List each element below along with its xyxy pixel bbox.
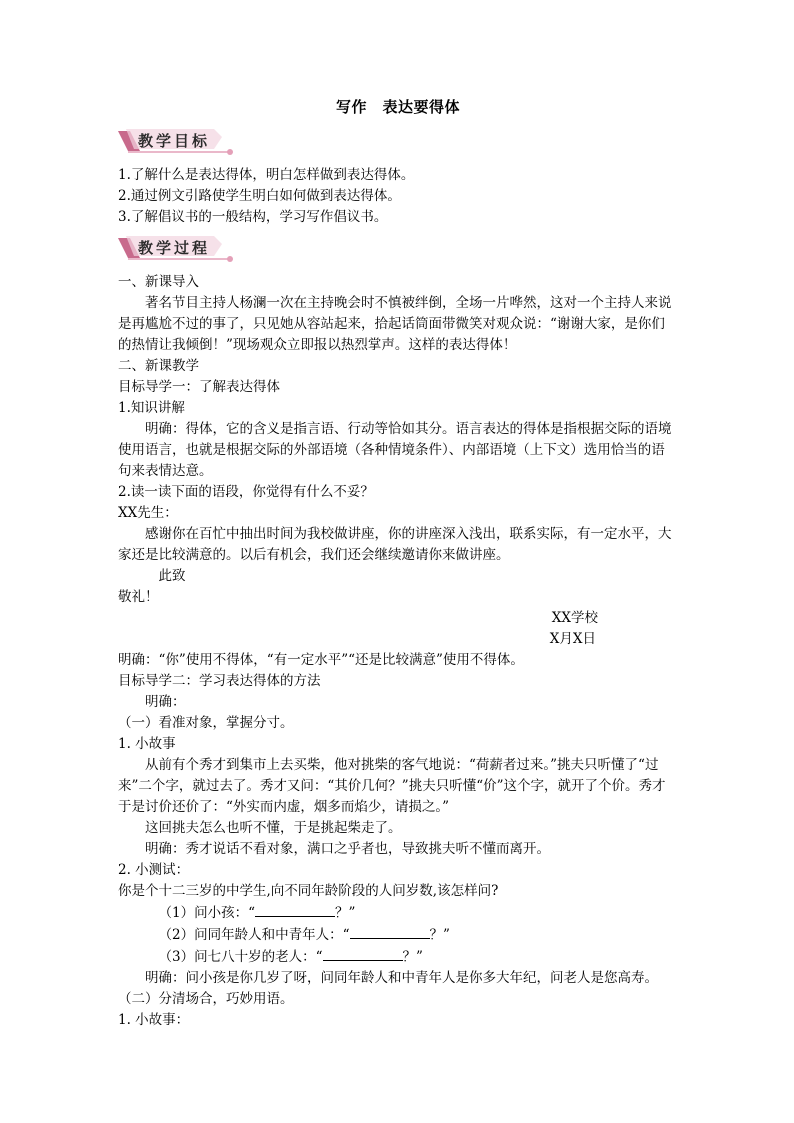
letter-regards: 敬礼！	[118, 589, 159, 605]
document-page	[118, 96, 678, 1031]
question-prefix: （2）问同年龄人和中青年人：“	[158, 927, 350, 943]
goal-item: 2.通过例文引路使学生明白如何做到表达得体。	[118, 188, 401, 204]
subheading: 1.知识讲解	[118, 400, 185, 416]
question-prefix: （1）问小孩：“	[158, 905, 255, 921]
goal-item: 3.了解倡议书的一般结构，学习写作倡议书。	[118, 209, 388, 225]
section-label-goals: 教学目标	[138, 132, 211, 150]
paragraph: 明确：问小孩是你几岁了呀，问同年龄人和中青年人是你多大年纪，问老人是您高寿。	[145, 970, 658, 986]
question-prefix: （3）问七八十岁的老人：“	[158, 949, 323, 965]
section-banner-goals	[118, 127, 678, 157]
question-item	[118, 902, 678, 924]
section-banner-process	[118, 234, 678, 264]
paragraph: 著名节目主持人杨澜一次在主持晚会时不慎被绊倒，全场一片哗然，这对一个主持人来说是再尴尬不过的事了，只见她从容站起来，拾起话筒面带微笑对观众说：“谢谢大家，是你们的热情让我倾倒！”现场观众立即报以热烈掌声。这样的表达得体！	[118, 295, 672, 353]
subheading: 2. 小测试：	[118, 862, 190, 878]
paragraph: 你是个十二三岁的中学生,向不同年龄阶段的人问岁数,该怎样问?	[118, 883, 499, 899]
subheading: （一）看准对象，掌握分寸。	[118, 715, 294, 731]
heading: 二、新课教学	[118, 358, 199, 374]
question-suffix: ？”	[429, 927, 450, 943]
letter-salutation: XX先生：	[118, 505, 178, 521]
paragraph: 明确：秀才说话不看对象，满口之乎者也，导致挑夫听不懂而离开。	[145, 841, 550, 857]
paragraph: 明确：	[145, 694, 186, 710]
page-title: 写作 表达要得体	[335, 98, 460, 116]
subheading: 2.读一读下面的语段，你觉得有什么不妥？	[118, 484, 374, 500]
letter-date: X月X日	[549, 631, 596, 647]
letter-body: 感谢你在百忙中抽出时间为我校做讲座，你的讲座深入浅出，联系实际，有一定水平，大家还是比较满意的。以后有机会，我们还会继续邀请你来做讲座。	[118, 526, 672, 563]
subheading: 目标导学二：学习表达得体的方法	[118, 673, 321, 689]
subheading: 1. 小故事：	[118, 1012, 190, 1028]
paragraph: 明确：得体，它的含义是指言语、行动等恰如其分。语言表达的得体是指根据交际的语境使用语言，也就是根据交际的外部语境（各种情境条件）、内部语境（上下文）选用恰当的语句来表情达意。	[118, 421, 672, 479]
subheading: 目标导学一：了解表达得体	[118, 379, 280, 395]
subheading: （二）分清场合，巧妙用语。	[118, 991, 294, 1007]
goal-item: 1.了解什么是表达得体，明白怎样做到表达得体。	[118, 167, 415, 183]
subheading: 1. 小故事	[118, 736, 176, 752]
paragraph: 从前有个秀才到集市上去买柴，他对挑柴的客气地说：“荷薪者过来。”挑夫只听懂了“过来”二个字，就过去了。秀才又问：“其价几何？”挑夫只听懂“价”这个字，就开了个价。秀才于是讨价还价了：“外实而内虚，烟多而焰少，请损之。”	[118, 757, 666, 815]
question-item	[118, 924, 678, 946]
section-label-process: 教学过程	[138, 239, 211, 257]
answer-blank	[350, 924, 430, 939]
question-suffix: ？”	[335, 905, 356, 921]
question-item	[118, 946, 678, 968]
letter-signature: XX学校	[551, 610, 598, 626]
answer-blank	[323, 946, 403, 961]
question-suffix: ？”	[402, 949, 423, 965]
answer-blank	[255, 902, 335, 917]
letter-closing: 此致	[158, 568, 186, 584]
paragraph: 这回挑夫怎么也听不懂，于是挑起柴走了。	[145, 820, 402, 836]
heading: 一、新课导入	[118, 274, 199, 290]
paragraph: 明确：“你”使用不得体，“有一定水平”“还是比较满意”使用不得体。	[118, 652, 524, 668]
